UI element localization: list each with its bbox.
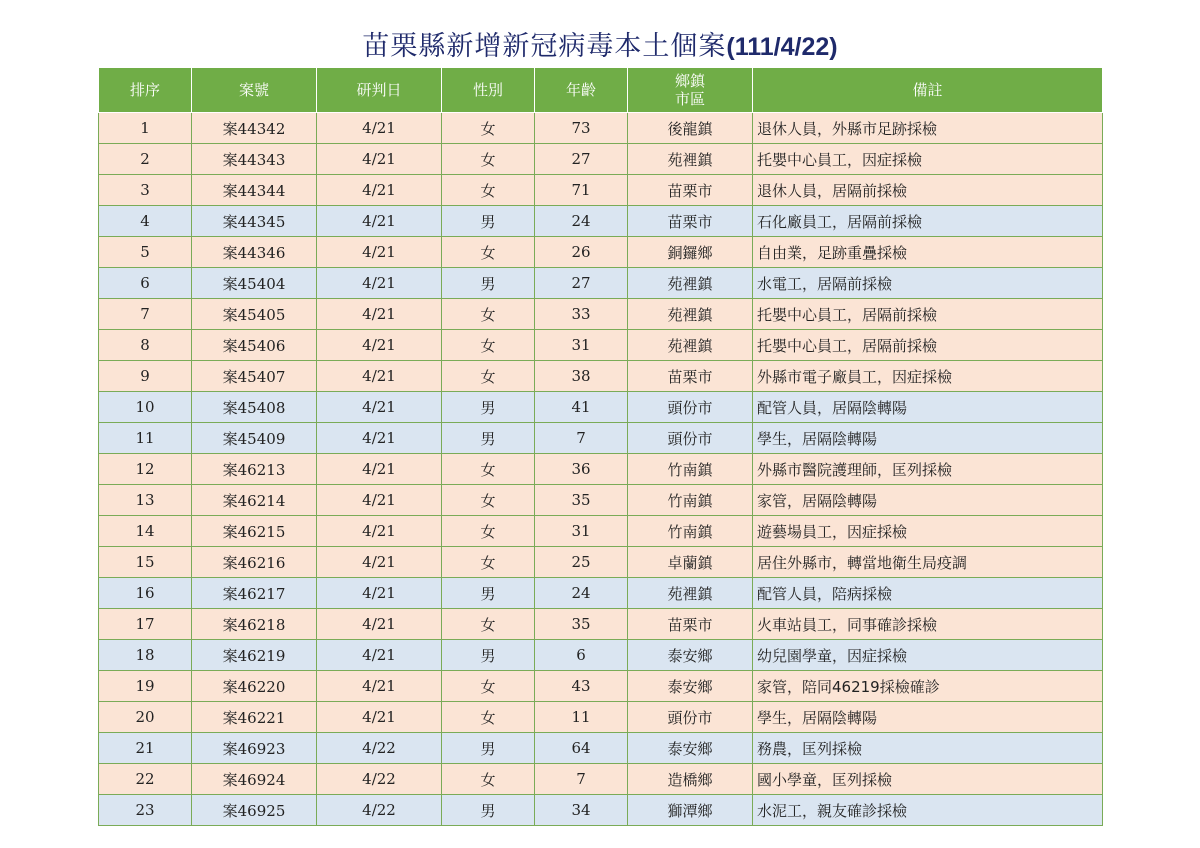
note-cell: 遊藝場員工，因症採檢 — [753, 516, 1103, 547]
sex-cell: 男 — [442, 268, 535, 299]
row-number-cell: 4 — [99, 206, 192, 237]
row-number-cell: 3 — [99, 175, 192, 206]
age-cell: 43 — [535, 671, 628, 702]
case-number-cell: 案45404 — [192, 268, 317, 299]
sex-cell: 男 — [442, 206, 535, 237]
sex-cell: 男 — [442, 392, 535, 423]
township-cell: 苑裡鎮 — [628, 268, 753, 299]
township-cell: 竹南鎮 — [628, 454, 753, 485]
header-town — [628, 68, 753, 113]
case-number-cell: 案46218 — [192, 609, 317, 640]
assessment-date-cell: 4/22 — [317, 764, 442, 795]
table-row — [99, 547, 1103, 578]
table-row — [99, 795, 1103, 826]
row-number-cell: 14 — [99, 516, 192, 547]
header-town-line2: 市區 — [674, 90, 705, 108]
assessment-date-cell: 4/21 — [317, 299, 442, 330]
sex-cell: 女 — [442, 516, 535, 547]
age-cell: 27 — [535, 144, 628, 175]
assessment-date-cell: 4/21 — [317, 144, 442, 175]
township-cell: 頭份市 — [628, 702, 753, 733]
row-number-cell: 6 — [99, 268, 192, 299]
age-cell: 7 — [535, 764, 628, 795]
township-cell: 卓蘭鎮 — [628, 547, 753, 578]
note-cell: 學生，居隔陰轉陽 — [753, 702, 1103, 733]
assessment-date-cell: 4/21 — [317, 609, 442, 640]
case-number-cell: 案46216 — [192, 547, 317, 578]
case-number-cell: 案46219 — [192, 640, 317, 671]
note-cell: 外縣市電子廠員工，因症採檢 — [753, 361, 1103, 392]
row-number-cell: 8 — [99, 330, 192, 361]
age-cell: 38 — [535, 361, 628, 392]
sex-cell: 女 — [442, 330, 535, 361]
township-cell: 苑裡鎮 — [628, 578, 753, 609]
row-number-cell: 1 — [99, 113, 192, 144]
assessment-date-cell: 4/21 — [317, 547, 442, 578]
township-cell: 苗栗市 — [628, 609, 753, 640]
age-cell: 25 — [535, 547, 628, 578]
sex-cell: 男 — [442, 578, 535, 609]
row-number-cell: 23 — [99, 795, 192, 826]
case-number-cell: 案44346 — [192, 237, 317, 268]
assessment-date-cell: 4/21 — [317, 423, 442, 454]
case-number-cell: 案44343 — [192, 144, 317, 175]
table-row — [99, 268, 1103, 299]
case-number-cell: 案45408 — [192, 392, 317, 423]
sex-cell: 女 — [442, 361, 535, 392]
row-number-cell: 15 — [99, 547, 192, 578]
township-cell: 後龍鎮 — [628, 113, 753, 144]
sex-cell: 女 — [442, 671, 535, 702]
note-cell: 配管人員，居隔陰轉陽 — [753, 392, 1103, 423]
note-cell: 退休人員，居隔前採檢 — [753, 175, 1103, 206]
table-row — [99, 764, 1103, 795]
row-number-cell: 11 — [99, 423, 192, 454]
sex-cell: 女 — [442, 547, 535, 578]
note-cell: 托嬰中心員工，居隔前採檢 — [753, 299, 1103, 330]
title-main: 苗栗縣新增新冠病毒本土個案 — [362, 31, 727, 62]
township-cell: 苗栗市 — [628, 206, 753, 237]
assessment-date-cell: 4/21 — [317, 485, 442, 516]
case-number-cell: 案45405 — [192, 299, 317, 330]
assessment-date-cell: 4/21 — [317, 237, 442, 268]
assessment-date-cell: 4/21 — [317, 330, 442, 361]
note-cell: 務農，匡列採檢 — [753, 733, 1103, 764]
header-rank: 排序 — [99, 68, 192, 113]
page-title — [0, 24, 1200, 64]
sex-cell: 女 — [442, 144, 535, 175]
table-row — [99, 175, 1103, 206]
row-number-cell: 13 — [99, 485, 192, 516]
case-number-cell: 案45406 — [192, 330, 317, 361]
table-row — [99, 640, 1103, 671]
header-age: 年齡 — [535, 68, 628, 113]
age-cell: 71 — [535, 175, 628, 206]
row-number-cell: 22 — [99, 764, 192, 795]
note-cell: 托嬰中心員工，居隔前採檢 — [753, 330, 1103, 361]
table-row — [99, 299, 1103, 330]
table-row — [99, 113, 1103, 144]
township-cell: 苑裡鎮 — [628, 330, 753, 361]
township-cell: 銅鑼鄉 — [628, 237, 753, 268]
sex-cell: 女 — [442, 113, 535, 144]
header-case: 案號 — [192, 68, 317, 113]
note-cell: 自由業，足跡重疊採檢 — [753, 237, 1103, 268]
age-cell: 24 — [535, 578, 628, 609]
township-cell: 竹南鎮 — [628, 485, 753, 516]
table-row — [99, 578, 1103, 609]
assessment-date-cell: 4/21 — [317, 516, 442, 547]
table-body — [99, 113, 1103, 826]
note-cell: 火車站員工，同事確診採檢 — [753, 609, 1103, 640]
assessment-date-cell: 4/21 — [317, 113, 442, 144]
header-note: 備註 — [753, 68, 1103, 113]
table-row — [99, 237, 1103, 268]
assessment-date-cell: 4/21 — [317, 640, 442, 671]
assessment-date-cell: 4/21 — [317, 454, 442, 485]
row-number-cell: 21 — [99, 733, 192, 764]
table-row — [99, 330, 1103, 361]
assessment-date-cell: 4/21 — [317, 578, 442, 609]
row-number-cell: 17 — [99, 609, 192, 640]
sex-cell: 男 — [442, 423, 535, 454]
age-cell: 64 — [535, 733, 628, 764]
assessment-date-cell: 4/22 — [317, 733, 442, 764]
row-number-cell: 12 — [99, 454, 192, 485]
table-row — [99, 702, 1103, 733]
note-cell: 家管，居隔陰轉陽 — [753, 485, 1103, 516]
note-cell: 外縣市醫院護理師，匡列採檢 — [753, 454, 1103, 485]
note-cell: 石化廠員工，居隔前採檢 — [753, 206, 1103, 237]
township-cell: 苗栗市 — [628, 175, 753, 206]
case-number-cell: 案44345 — [192, 206, 317, 237]
case-number-cell: 案46924 — [192, 764, 317, 795]
case-number-cell: 案45409 — [192, 423, 317, 454]
header-date: 研判日 — [317, 68, 442, 113]
township-cell: 泰安鄉 — [628, 671, 753, 702]
note-cell: 國小學童，匡列採檢 — [753, 764, 1103, 795]
table-row — [99, 206, 1103, 237]
age-cell: 31 — [535, 516, 628, 547]
case-number-cell: 案46213 — [192, 454, 317, 485]
row-number-cell: 18 — [99, 640, 192, 671]
assessment-date-cell: 4/21 — [317, 268, 442, 299]
township-cell: 竹南鎮 — [628, 516, 753, 547]
row-number-cell: 5 — [99, 237, 192, 268]
sex-cell: 女 — [442, 454, 535, 485]
age-cell: 36 — [535, 454, 628, 485]
township-cell: 頭份市 — [628, 423, 753, 454]
age-cell: 11 — [535, 702, 628, 733]
note-cell: 幼兒園學童，因症採檢 — [753, 640, 1103, 671]
assessment-date-cell: 4/21 — [317, 392, 442, 423]
note-cell: 家管，陪同46219採檢確診 — [753, 671, 1103, 702]
table-row — [99, 454, 1103, 485]
note-cell: 托嬰中心員工，因症採檢 — [753, 144, 1103, 175]
table-row — [99, 516, 1103, 547]
age-cell: 73 — [535, 113, 628, 144]
sex-cell: 女 — [442, 702, 535, 733]
sex-cell: 女 — [442, 764, 535, 795]
sex-cell: 女 — [442, 485, 535, 516]
row-number-cell: 20 — [99, 702, 192, 733]
township-cell: 苗栗市 — [628, 361, 753, 392]
table-row — [99, 733, 1103, 764]
sex-cell: 男 — [442, 795, 535, 826]
case-number-cell: 案46220 — [192, 671, 317, 702]
case-number-cell: 案46923 — [192, 733, 317, 764]
table-row — [99, 485, 1103, 516]
case-table — [98, 67, 1103, 826]
age-cell: 41 — [535, 392, 628, 423]
township-cell: 苑裡鎮 — [628, 144, 753, 175]
title-date: (111/4/22) — [726, 33, 838, 61]
township-cell: 苑裡鎮 — [628, 299, 753, 330]
row-number-cell: 7 — [99, 299, 192, 330]
row-number-cell: 9 — [99, 361, 192, 392]
age-cell: 31 — [535, 330, 628, 361]
note-cell: 水電工，居隔前採檢 — [753, 268, 1103, 299]
age-cell: 35 — [535, 609, 628, 640]
note-cell: 退休人員，外縣市足跡採檢 — [753, 113, 1103, 144]
table-row — [99, 392, 1103, 423]
header-town-line1: 鄉鎮 — [674, 72, 705, 90]
age-cell: 7 — [535, 423, 628, 454]
case-number-cell: 案44342 — [192, 113, 317, 144]
assessment-date-cell: 4/21 — [317, 671, 442, 702]
case-number-cell: 案45407 — [192, 361, 317, 392]
township-cell: 造橋鄉 — [628, 764, 753, 795]
age-cell: 33 — [535, 299, 628, 330]
assessment-date-cell: 4/21 — [317, 361, 442, 392]
assessment-date-cell: 4/22 — [317, 795, 442, 826]
assessment-date-cell: 4/21 — [317, 206, 442, 237]
age-cell: 24 — [535, 206, 628, 237]
note-cell: 居住外縣市，轉當地衛生局疫調 — [753, 547, 1103, 578]
sex-cell: 女 — [442, 609, 535, 640]
sex-cell: 女 — [442, 237, 535, 268]
note-cell: 學生，居隔陰轉陽 — [753, 423, 1103, 454]
table-row — [99, 144, 1103, 175]
row-number-cell: 19 — [99, 671, 192, 702]
table-header-row — [99, 68, 1103, 113]
assessment-date-cell: 4/21 — [317, 702, 442, 733]
note-cell: 水泥工，親友確診採檢 — [753, 795, 1103, 826]
township-cell: 泰安鄉 — [628, 733, 753, 764]
header-sex: 性別 — [442, 68, 535, 113]
age-cell: 26 — [535, 237, 628, 268]
case-number-cell: 案46925 — [192, 795, 317, 826]
sex-cell: 男 — [442, 733, 535, 764]
case-number-cell: 案46214 — [192, 485, 317, 516]
township-cell: 泰安鄉 — [628, 640, 753, 671]
case-number-cell: 案46221 — [192, 702, 317, 733]
assessment-date-cell: 4/21 — [317, 175, 442, 206]
note-cell: 配管人員，陪病採檢 — [753, 578, 1103, 609]
row-number-cell: 2 — [99, 144, 192, 175]
age-cell: 35 — [535, 485, 628, 516]
case-number-cell: 案46215 — [192, 516, 317, 547]
township-cell: 頭份市 — [628, 392, 753, 423]
age-cell: 27 — [535, 268, 628, 299]
table-row — [99, 671, 1103, 702]
sex-cell: 男 — [442, 640, 535, 671]
case-number-cell: 案44344 — [192, 175, 317, 206]
age-cell: 34 — [535, 795, 628, 826]
case-number-cell: 案46217 — [192, 578, 317, 609]
table-row — [99, 609, 1103, 640]
township-cell: 獅潭鄉 — [628, 795, 753, 826]
row-number-cell: 10 — [99, 392, 192, 423]
table-row — [99, 423, 1103, 454]
table-row — [99, 361, 1103, 392]
sex-cell: 女 — [442, 299, 535, 330]
age-cell: 6 — [535, 640, 628, 671]
sex-cell: 女 — [442, 175, 535, 206]
row-number-cell: 16 — [99, 578, 192, 609]
